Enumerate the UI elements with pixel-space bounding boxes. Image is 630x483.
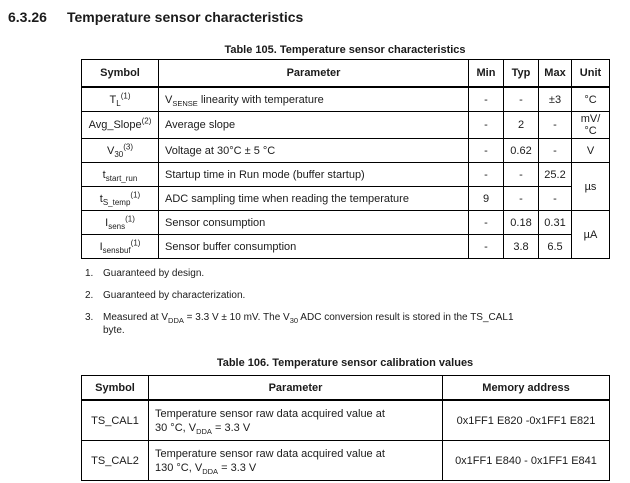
temperature-sensor-calibration-table: [81, 375, 610, 481]
symbol-base: t: [99, 192, 103, 205]
min-cell: -: [469, 87, 504, 112]
parameter-text: V: [165, 93, 173, 106]
max-cell: -: [539, 112, 572, 139]
min-cell: -: [469, 139, 504, 163]
unit-cell: V: [572, 139, 610, 163]
parameter-text: linearity with temperature: [197, 93, 324, 106]
parameter-cell: Startup time in Run mode (buffer startup): [159, 163, 469, 187]
footnote-text: = 3.3 V ± 10 mV. The V: [183, 312, 290, 323]
min-cell: -: [469, 211, 504, 235]
footnote-text: [103, 311, 603, 337]
parameter-subscript: DDA: [196, 426, 212, 436]
table-header-row: [82, 376, 610, 401]
col-header-unit: Unit: [572, 60, 610, 88]
max-cell: -: [539, 139, 572, 163]
footnote-marker: (1): [130, 237, 141, 247]
parameter-cell: [149, 441, 443, 481]
max-cell: 0.31: [539, 211, 572, 235]
col-header-memory-address: Memory address: [443, 376, 610, 401]
max-cell: ±3: [539, 87, 572, 112]
col-header-typ: Typ: [504, 60, 539, 88]
footnote-text: Measured at V: [103, 312, 169, 323]
temperature-sensor-characteristics-table: [81, 59, 610, 259]
typ-cell: 0.18: [504, 211, 539, 235]
parameter-text: = 3.3 V: [218, 461, 257, 474]
footnote-text: Guaranteed by characterization.: [103, 290, 246, 301]
table106-block: [81, 357, 609, 481]
max-cell: 25.2: [539, 163, 572, 187]
parameter-subscript: SENSE: [172, 98, 198, 108]
symbol-subscript: S_temp: [102, 197, 131, 207]
parameter-cell: Sensor consumption: [159, 211, 469, 235]
parameter-cell: [159, 87, 469, 112]
symbol-cell: [82, 235, 159, 259]
symbol-subscript: 30: [114, 149, 124, 159]
parameter-text: [155, 461, 440, 475]
typ-cell: -: [504, 163, 539, 187]
unit-cell-merged: µs: [572, 163, 610, 211]
parameter-cell: Average slope: [159, 112, 469, 139]
typ-cell: -: [504, 187, 539, 211]
table-row: [82, 211, 610, 235]
symbol-cell: [82, 187, 159, 211]
table-header-row: [82, 60, 610, 88]
footnote-marker: (3): [123, 141, 134, 151]
min-cell: -: [469, 235, 504, 259]
parameter-text: 30 °C, V: [155, 421, 197, 434]
footnote-marker: (2): [141, 116, 152, 126]
col-header-parameter: Parameter: [159, 60, 469, 88]
table106-title: Table 106. Temperature sensor calibration values: [216, 357, 474, 369]
section-heading: [0, 0, 630, 25]
table-row: [82, 400, 610, 441]
unit-cell: mV/°C: [572, 112, 610, 139]
footnote-number: 1.: [85, 268, 94, 279]
col-header-parameter: Parameter: [149, 376, 443, 401]
parameter-cell: [149, 400, 443, 441]
symbol-subscript: sens: [108, 221, 126, 231]
table-row: [82, 139, 610, 163]
table-row: [82, 441, 610, 481]
symbol-base: I: [99, 240, 103, 253]
parameter-subscript: DDA: [202, 466, 219, 476]
parameter-text: 130 °C, V: [155, 461, 203, 474]
typ-cell: 2: [504, 112, 539, 139]
memory-address-cell: 0x1FF1 E840 - 0x1FF1 E841: [443, 441, 610, 481]
max-cell: -: [539, 187, 572, 211]
footnote-text: byte.: [103, 325, 125, 336]
parameter-cell: Sensor buffer consumption: [159, 235, 469, 259]
min-cell: 9: [469, 187, 504, 211]
unit-cell-merged: µA: [572, 211, 610, 259]
typ-cell: 0.62: [504, 139, 539, 163]
min-cell: -: [469, 112, 504, 139]
col-header-min: Min: [469, 60, 504, 88]
symbol-base: Avg_Slope: [88, 119, 142, 131]
symbol-base: I: [105, 216, 109, 229]
symbol-cell: [82, 139, 159, 163]
col-header-max: Max: [539, 60, 572, 88]
unit-cell: °C: [572, 87, 610, 112]
table105-block: [81, 44, 609, 259]
footnote: [85, 289, 630, 302]
symbol-base: t: [102, 168, 106, 181]
footnotes: [85, 267, 630, 337]
page-title: Temperature sensor characteristics: [67, 9, 304, 25]
symbol-subscript: sensbuf: [102, 245, 131, 255]
symbol-base: V: [106, 144, 115, 157]
symbol-cell: [82, 87, 159, 112]
max-cell: 6.5: [539, 235, 572, 259]
footnote-marker: (1): [125, 213, 135, 223]
symbol-cell: TS_CAL1: [82, 400, 149, 441]
table105-title: Table 105. Temperature sensor characteristics: [224, 44, 466, 56]
parameter-text: Temperature sensor raw data acquired value at: [155, 447, 385, 460]
symbol-subscript: L: [116, 98, 121, 108]
symbol-cell: [82, 112, 159, 139]
footnote-text: ADC conversion result is stored in the TS_CAL1: [298, 312, 514, 323]
table-row: [82, 187, 610, 211]
parameter-text: [155, 421, 440, 435]
parameter-cell: Voltage at 30°C ± 5 °C: [159, 139, 469, 163]
symbol-subscript: start_run: [105, 173, 138, 183]
footnote-subscript: DDA: [168, 316, 184, 325]
typ-cell: -: [504, 87, 539, 112]
footnote-marker: (1): [120, 90, 131, 100]
symbol-cell: TS_CAL2: [82, 441, 149, 481]
table-row: [82, 163, 610, 187]
memory-address-cell: 0x1FF1 E820 -0x1FF1 E821: [443, 400, 610, 441]
symbol-base: T: [109, 93, 117, 106]
footnote: [85, 267, 630, 280]
table-row: [82, 112, 610, 139]
footnote-number: 2.: [85, 290, 94, 301]
symbol-cell: [82, 163, 159, 187]
table-row: [82, 235, 610, 259]
parameter-text: Temperature sensor raw data acquired value at: [155, 407, 385, 420]
footnote-text: Guaranteed by design.: [103, 268, 205, 279]
parameter-text: = 3.3 V: [211, 421, 251, 434]
footnote: [85, 311, 630, 337]
min-cell: -: [469, 163, 504, 187]
footnote-number: 3.: [85, 312, 94, 323]
section-number: 6.3.26: [8, 9, 47, 25]
footnote-subscript: 30: [289, 316, 299, 325]
col-header-symbol: Symbol: [82, 60, 159, 88]
col-header-symbol: Symbol: [82, 376, 149, 401]
typ-cell: 3.8: [504, 235, 539, 259]
table-row: [82, 87, 610, 112]
parameter-cell: ADC sampling time when reading the temperature: [159, 187, 469, 211]
footnote-marker: (1): [130, 189, 141, 199]
symbol-cell: [82, 211, 159, 235]
